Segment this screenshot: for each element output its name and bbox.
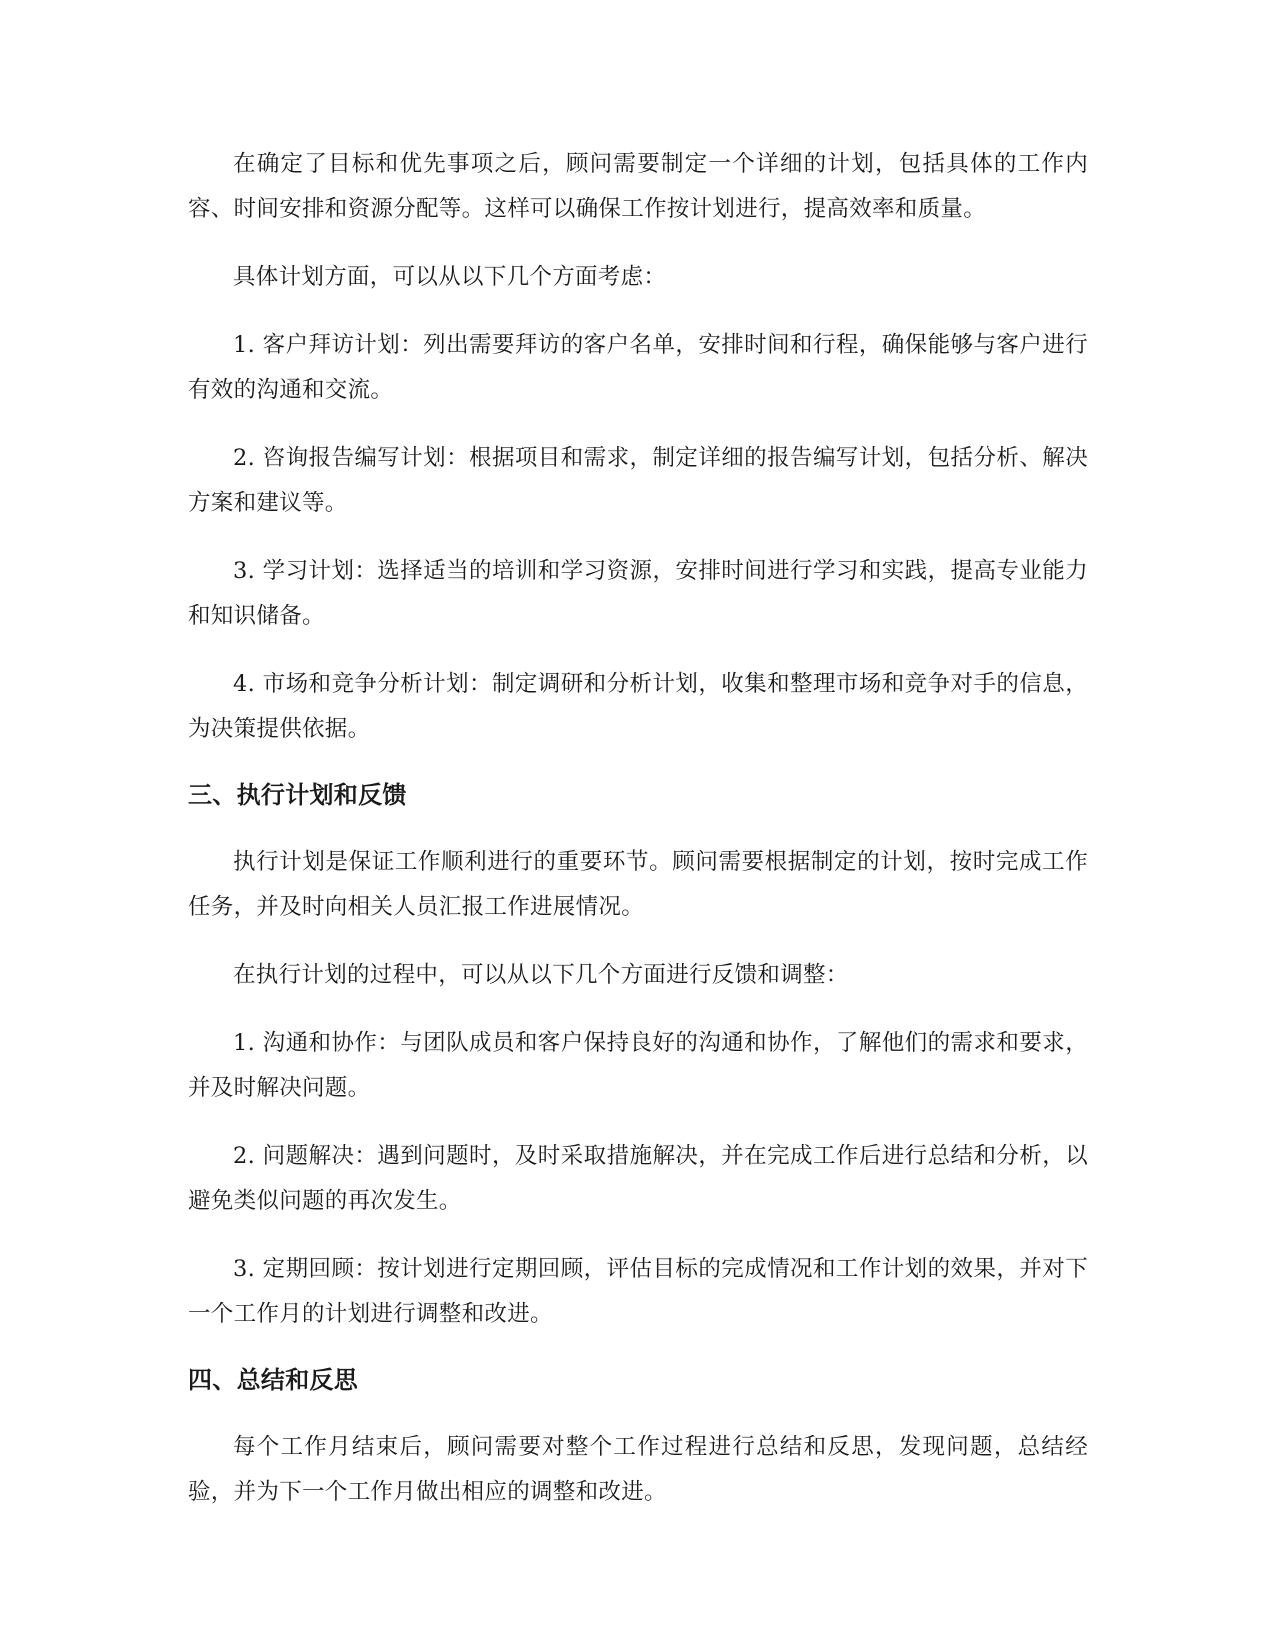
paragraph-plan-aspects: 具体计划方面，可以从以下几个方面考虑：	[233, 264, 667, 290]
list-item-learning-plan: 3. 学习计划：选择适当的培训和学习资源，安排时间进行学习和实践，提高专业能力和知识储备。	[188, 558, 1088, 629]
paragraph-execute-intro: 执行计划是保证工作顺利进行的重要环节。顾问需要根据制定的计划，按时完成工作任务，并及时向相关人员汇报工作进展情况。	[188, 849, 1088, 920]
list-item-problem-solving: 2. 问题解决：遇到问题时，及时采取措施解决，并在完成工作后进行总结和分析，以避免类似问题的再次发生。	[188, 1143, 1088, 1214]
list-item-client-visit-plan: 1. 客户拜访计划：列出需要拜访的客户名单，安排时间和行程，确保能够与客户进行有效的沟通和交流。	[188, 332, 1088, 403]
list-item-periodic-review: 3. 定期回顾：按计划进行定期回顾，评估目标的完成情况和工作计划的效果，并对下一个工作月的计划进行调整和改进。	[188, 1256, 1088, 1327]
paragraph-plan-intro: 在确定了目标和优先事项之后，顾问需要制定一个详细的计划，包括具体的工作内容、时间安排和资源分配等。这样可以确保工作按计划进行，提高效率和质量。	[188, 151, 1088, 222]
section-heading-execute: 三、执行计划和反馈	[188, 781, 407, 809]
list-item-report-writing-plan: 2. 咨询报告编写计划：根据项目和需求，制定详细的报告编写计划，包括分析、解决方案和建议等。	[188, 445, 1088, 516]
list-item-market-analysis-plan: 4. 市场和竞争分析计划：制定调研和分析计划，收集和整理市场和竞争对手的信息，为决策提供依据。	[188, 671, 1088, 742]
paragraph-summary: 每个工作月结束后，顾问需要对整个工作过程进行总结和反思，发现问题，总结经验，并为下一个工作月做出相应的调整和改进。	[188, 1434, 1088, 1505]
paragraph-execute-aspects: 在执行计划的过程中，可以从以下几个方面进行反馈和调整：	[233, 962, 849, 988]
section-heading-summary: 四、总结和反思	[188, 1366, 359, 1394]
document-body	[188, 142, 1088, 1538]
list-item-communication: 1. 沟通和协作：与团队成员和客户保持良好的沟通和协作，了解他们的需求和要求，并及时解决问题。	[188, 1030, 1088, 1101]
